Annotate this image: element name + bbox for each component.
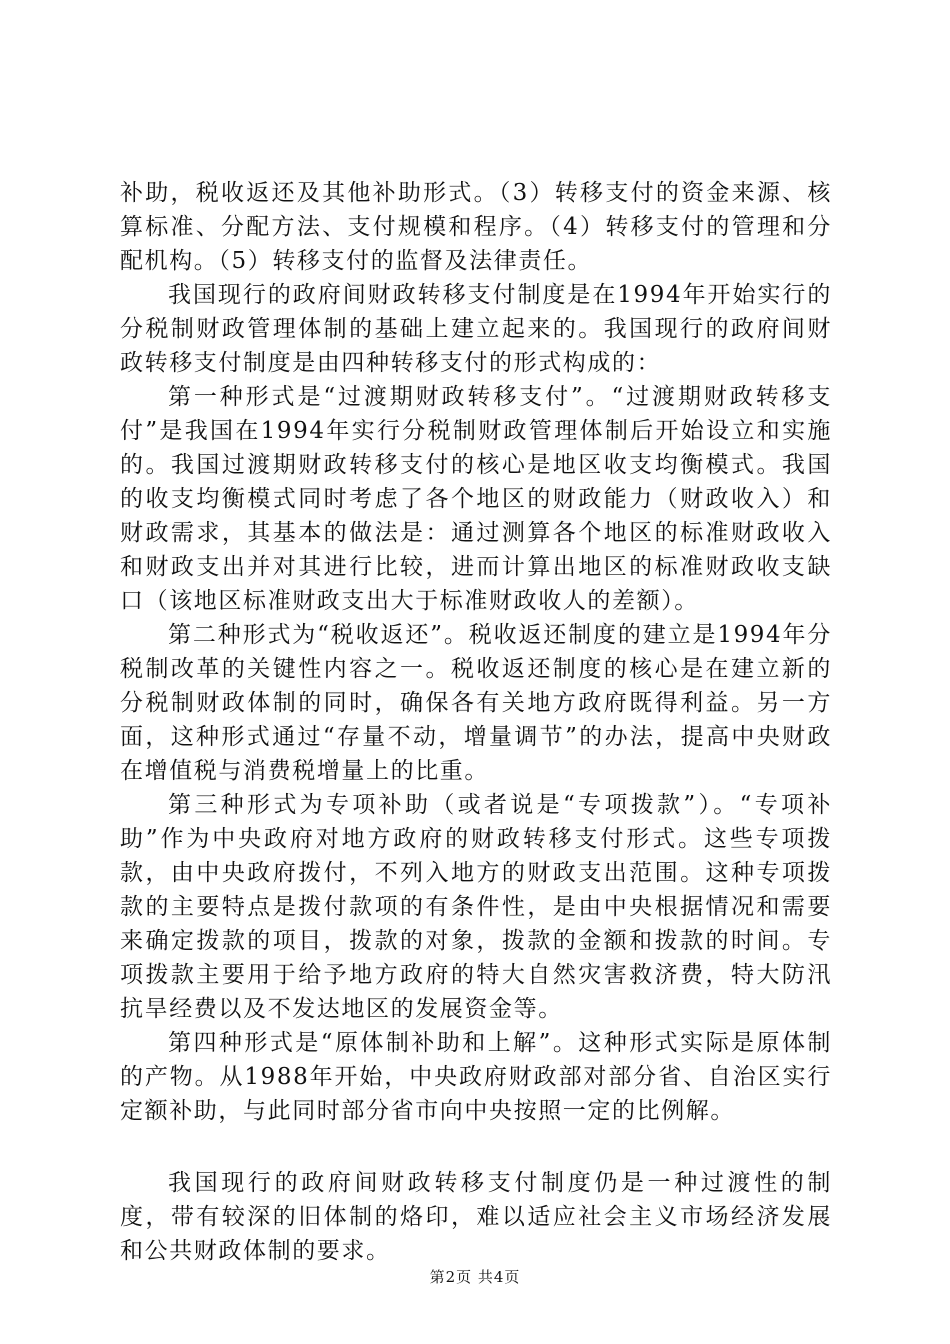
paragraph-6: 第四种形式是“原体制补助和上解”。这种形式实际是原体制的产物。从1988年开始，中央政府财政部对部分省、自治区实行定额补助，与此同时部分省市向中央按照一定的比例解。 <box>120 1030 832 1124</box>
paragraph-5: 第三种形式为专项补助（或者说是“专项拨款”）。“专项补助”作为中央政府对地方政府的财政转移支付形式。这些专项拨款，由中央政府拨付，不列入地方的财政支出范围。这种专项拨款的主要特点是拨付款项的有条件性，是由中央根据情况和需要来确定拨款的项目，拨款的对象，拨款的金额和拨款的时间。专项拨款主要用于给予地方政府的特大自然灾害救济费，特大防汛抗旱经费以及不发达地区的发展资金等。 <box>120 792 832 1022</box>
paragraph-3: 第一种形式是“过渡期财政转移支付”。“过渡期财政转移支付”是我国在1994年实行分税制财政管理体制后开始设立和实施的。我国过渡期财政转移支付的核心是地区收支均衡模式。我国的收支均衡模式同时考虑了各个地区的财政能力（财政收入）和财政需求，其基本的做法是：通过测算各个地区的标准财政收入和财政支出并对其进行比较，进而计算出地区的标准财政收支缺口（该地区标准财政支出大于标准财政收人的差额）。 <box>120 384 832 614</box>
document-body <box>120 176 832 1268</box>
page-number-label: 第2页 共4页 <box>429 1268 521 1286</box>
paragraph-spacer <box>120 1128 832 1166</box>
paragraph-1: 补助，税收返还及其他补助形式。（3）转移支付的资金来源、核算标准、分配方法、支付规模和程序。（4）转移支付的管理和分配机构。（5）转移支付的监督及法律责任。 <box>120 180 832 274</box>
paragraph-4: 第二种形式为“税收返还”。税收返还制度的建立是1994年分税制改革的关键性内容之一。税收返还制度的核心是在建立新的分税制财政体制的同时，确保各有关地方政府既得利益。另一方面，这种形式通过“存量不动，增量调节”的办法，提高中央财政在增值税与消费税增量上的比重。 <box>120 622 832 784</box>
paragraph-7: 我国现行的政府间财政转移支付制度仍是一种过渡性的制度，带有较深的旧体制的烙印，难以适应社会主义市场经济发展和公共财政体制的要求。 <box>120 1170 832 1264</box>
paragraph-2: 我国现行的政府间财政转移支付制度是在1994年开始实行的分税制财政管理体制的基础上建立起来的。我国现行的政府间财政转移支付制度是由四种转移支付的形式构成的： <box>120 282 832 376</box>
page-footer <box>0 1266 950 1287</box>
